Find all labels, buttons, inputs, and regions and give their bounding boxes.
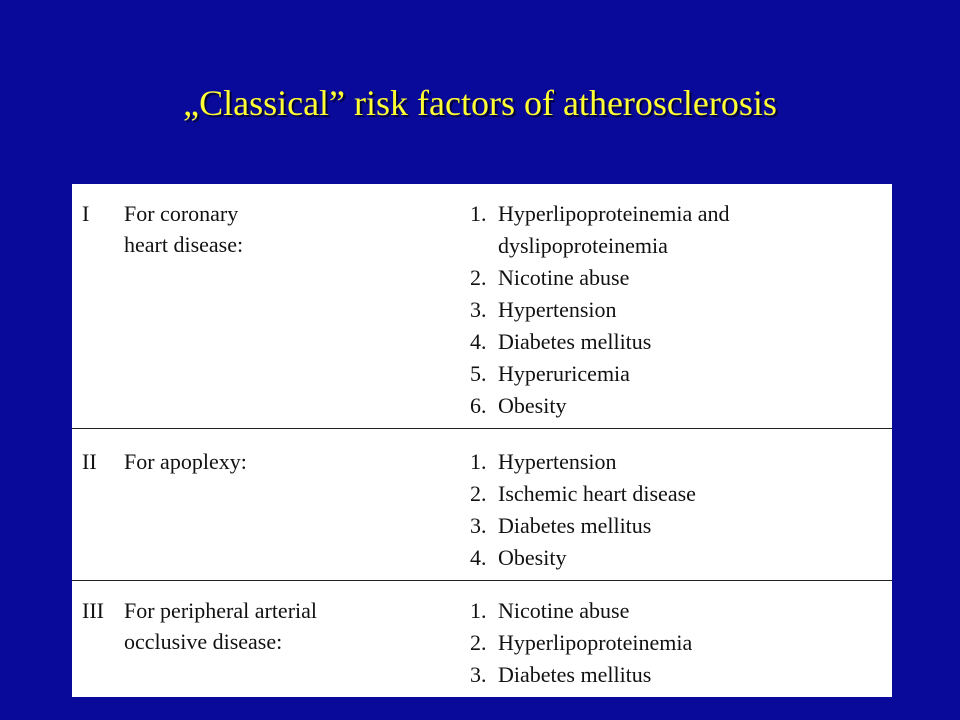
- item-number: 2.: [470, 481, 487, 506]
- item-text: Ischemic heart disease: [498, 481, 696, 506]
- list-item: [470, 627, 692, 659]
- item-text: Hypertension: [498, 449, 617, 474]
- list-item: [470, 294, 730, 326]
- item-text: Nicotine abuse: [498, 598, 630, 623]
- section-label-line: For coronary: [124, 201, 239, 226]
- item-text: Diabetes mellitus: [498, 662, 652, 687]
- item-number: 1.: [470, 201, 487, 226]
- section-numeral: I: [82, 201, 90, 226]
- list-item: [470, 510, 696, 542]
- item-text: Obesity: [498, 545, 567, 570]
- list-item: [470, 478, 696, 510]
- slide-title: „Classical” risk factors of atherosclerosis: [183, 83, 777, 123]
- risk-factor-table: [72, 184, 892, 697]
- item-text: Hyperuricemia: [498, 361, 630, 386]
- item-number: 3.: [470, 662, 487, 687]
- list-item: [470, 262, 730, 294]
- risk-factor-list: [470, 198, 730, 422]
- list-item: [470, 595, 692, 627]
- item-number: 3.: [470, 513, 487, 538]
- section-label-line: For peripheral arterial: [124, 598, 318, 623]
- section-label: [124, 198, 243, 260]
- item-number: 1.: [470, 449, 487, 474]
- item-text: Hyperlipoproteinemia and: [498, 201, 730, 226]
- item-text: Nicotine abuse: [498, 265, 630, 290]
- item-text: Diabetes mellitus: [498, 513, 652, 538]
- item-number: 3.: [470, 297, 487, 322]
- item-text: Diabetes mellitus: [498, 329, 652, 354]
- item-number: 4.: [470, 329, 487, 354]
- section-label-line: For apoplexy:: [124, 449, 247, 474]
- list-item: [470, 358, 730, 390]
- item-number: 2.: [470, 630, 487, 655]
- item-number: 1.: [470, 598, 487, 623]
- section-divider: [72, 580, 892, 581]
- section-divider: [72, 428, 892, 429]
- risk-factor-list: [470, 446, 696, 574]
- section-label-line: occlusive disease:: [124, 629, 283, 654]
- list-item: [470, 542, 696, 574]
- item-text: Hypertension: [498, 297, 617, 322]
- section-numeral: II: [82, 449, 97, 474]
- section-label-line: heart disease:: [124, 232, 244, 257]
- section-label: [124, 595, 317, 657]
- item-number: 6.: [470, 393, 487, 418]
- section-numeral: III: [82, 598, 104, 623]
- list-item: [470, 390, 730, 422]
- item-number: 2.: [470, 265, 487, 290]
- list-item: [470, 446, 696, 478]
- item-text: Hyperlipoproteinemia: [498, 630, 693, 655]
- item-text: Obesity: [498, 393, 567, 418]
- item-number: 5.: [470, 361, 487, 386]
- section-label: [124, 446, 247, 477]
- list-item: [470, 326, 730, 358]
- item-number: 4.: [470, 545, 487, 570]
- list-item: [470, 659, 692, 691]
- item-text-continued: dyslipoproteinemia: [498, 233, 668, 258]
- risk-factor-list: [470, 595, 692, 691]
- list-item: [470, 198, 730, 262]
